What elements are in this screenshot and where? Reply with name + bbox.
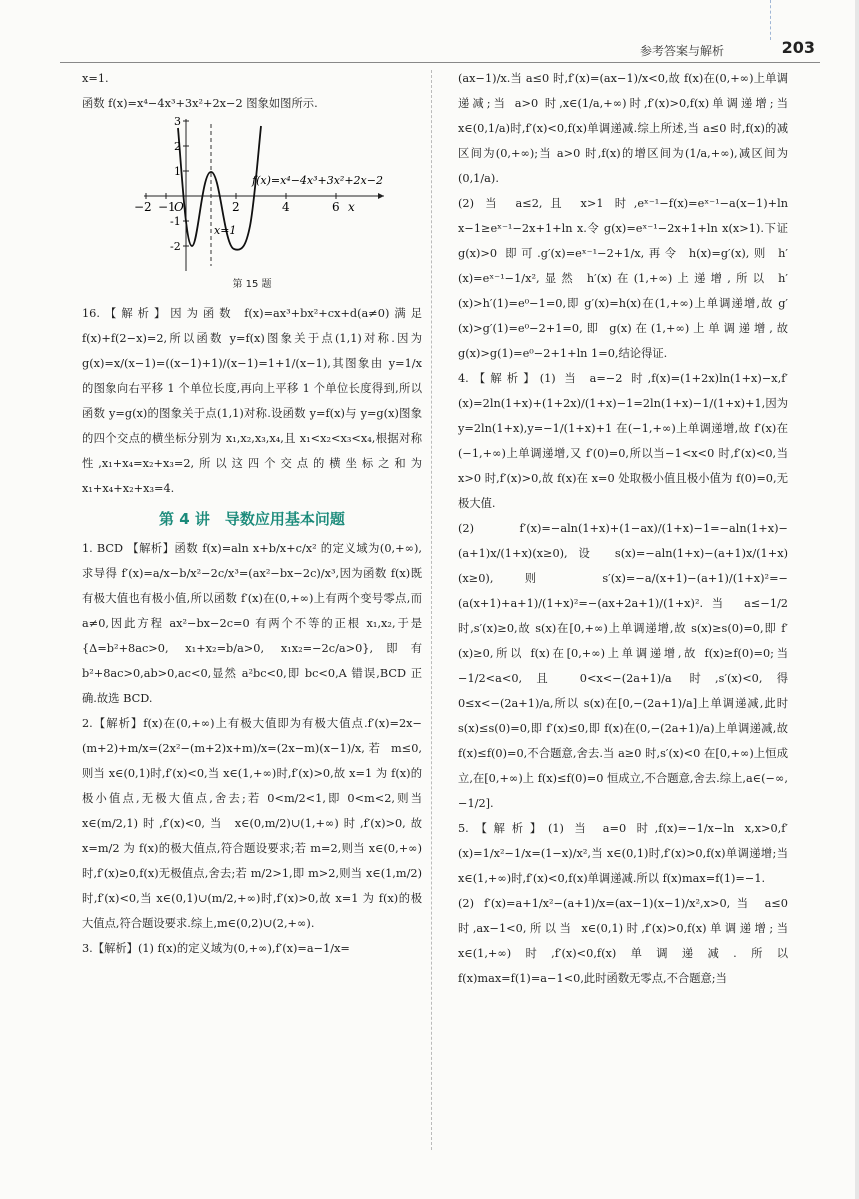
answer-text: x=1. [82,72,109,85]
answer-4-part2: (2) f′(x)=−aln(1+x)+(1−ax)/(1+x)−1=−aln(1+x)−(a+1)x/(1+x)(x≥0),设 s(x)=−aln(1+x)−(a+1)x/(1+x)(x≥0),则 s′(x)=−a/(x+1)−(a+1)/(1+x)²=−(a(x+1)+a+1)/(1+x)²=−(ax+2a+1)/(1+x)².当 a≤−1/2 时,s′(x)≥0,故 s(x)在[0,+∞)上单调递增,故 s(x)≥s(0)=0,即 f′(x)≥0,所以 f(x)在[0,+∞)上单调递增,故 f(x)≥f(0)=0;当−1/2<a<0,且 0<x<−(2a+1)/a 时,s′(x)<0,得 0≤x<−(2a+1)/a,所以 s(x)在[0,−(2a+1)/a]上单调递减,此时 s(x)≤s(0)=0,即 f′(x)≤0,即 f(x)在(0,−(2a+1)/a)上单调递减,故 f(x)≤f(0)=0,不合题意,舍去.当 a≥0 时,s′(x)<0 在[0,+∞)上恒成立,在[0,+∞)上 f(x)≤f(0)=0 恒成立,不合题意,舍去.综上,a∈(−∞,−1/2]. [458,522,788,810]
answer-5-part2: (2) f′(x)=a+1/x²−(a+1)/x=(ax−1)(x−1)/x²,x>0,当 a≤0 时,ax−1<0,所以当 x∈(0,1)时,f′(x)>0,f(x)单调递增;当 x∈(1,+∞)时,f′(x)<0,f(x)单调递减.所以 f(x)max=f(1)=a−1<0,此时函数无零点,不合题意;当 [458,897,788,985]
symmetry-line-label: x=1 [214,224,237,237]
x-tick-label: −1 [158,200,176,214]
left-column [82,66,422,961]
section-title: 第 4 讲 导数应用基本问题 [159,510,345,528]
column-divider [431,70,432,1150]
origin-label: O [174,200,184,214]
running-title: 参考答案与解析 [640,44,725,58]
right-column [458,66,788,991]
y-tick-label: -1 [170,215,181,228]
function-graph [134,116,394,276]
figure-caption: 第 15 题 [232,279,272,290]
answer-4: 4.【解析】(1) 当 a=−2 时,f(x)=(1+2x)ln(1+x)−x,f′(x)=2ln(1+x)+(1+2x)/(1+x)−1=2ln(1+x)−1/(1+x)+1,因为 y=2ln(1+x),y=−1/(1+x)+1 在(−1,+∞)上单调递增,故 f′(x)在(−1,+∞)上单调递增,又 f′(0)=0,所以当−1<x<0 时,f′(x)<0,当 x>0 时,f′(x)>0,故 f(x)在 x=0 处取极小值且极小值为 f(0)=0,无极大值. [458,372,788,510]
page-number: 203 [781,38,815,57]
x-axis-label: x [348,200,355,214]
header-rule [60,62,820,63]
answer-16: 16.【解析】因为函数 f(x)=ax³+bx²+cx+d(a≠0)满足 f(x)+f(2−x)=2,所以函数 y=f(x)图象关于点(1,1)对称.因为 g(x)=x/(x−1)=((x−1)+1)/(x−1)=1+1/(x−1),其图象由 y=1/x 的图象向右平移 1 个单位长度,再向上平移 1 个单位长度得到,所以函数 y=g(x)的图象关于点(1,1)对称.设函数 y=f(x)与 y=g(x)图象的四个交点的横坐标分别为 x₁,x₂,x₃,x₄,且 x₁<x₂<x₃<x₄,根据对称性,x₁+x₄=x₂+x₃=2,所以这四个交点的横坐标之和为 x₁+x₄+x₂+x₃=4. [82,307,422,495]
x-tick-label: −2 [134,200,152,214]
page-header [640,38,815,62]
edge-line [770,0,772,40]
answer-3-cont: (ax−1)/x.当 a≤0 时,f′(x)=(ax−1)/x<0,故 f(x)在(0,+∞)上单调递减;当 a>0 时,x∈(1/a,+∞)时,f′(x)>0,f(x)单调递增;当 x∈(0,1/a)时,f′(x)<0,f(x)单调递减.综上所述,当 a≤0 时,f(x)的减区间为(0,+∞);当 a>0 时,f(x)的增区间为(1/a,+∞),减区间为(0,1/a). [458,72,788,185]
x-tick-label: 6 [332,200,340,214]
x-axis-arrow [378,193,384,199]
y-tick-label: 1 [174,165,181,178]
answer-2: 2.【解析】f(x)在(0,+∞)上有极大值即为有极大值点.f′(x)=2x−(m+2)+m/x=(2x²−(m+2)x+m)/x=(2x−m)(x−1)/x,若 m≤0,则当 x∈(0,1)时,f′(x)<0,当 x∈(1,+∞)时,f′(x)>0,故 x=1 为 f(x)的极小值点,无极大值点,舍去;若 0<m/2<1,即 0<m<2,则当 x∈(m/2,1)时,f′(x)<0,当 x∈(0,m/2)∪(1,+∞)时,f′(x)>0,故 x=m/2 为 f(x)的极大值点,符合题设要求;若 m=2,则当 x∈(0,+∞)时,f′(x)≥0,f(x)无极值点,舍去;若 m/2>1,即 m>2,则当 x∈(1,m/2)时,f′(x)<0,当 x∈(0,1)∪(m/2,+∞)时,f′(x)>0,故 x=1 为 f(x)的极大值点,符合题设要求.综上,m∈(0,2)∪(2,+∞). [82,717,422,930]
answer-text: 函数 f(x)=x⁴−4x³+3x²+2x−2 图象如图所示. [82,97,318,110]
graph-svg [134,116,394,276]
answer-3: 3.【解析】(1) f(x)的定义域为(0,+∞),f′(x)=a−1/x= [82,942,350,955]
curve-label: f(x)=x⁴−4x³+3x²+2x−2 [252,174,383,187]
answer-3-part2: (2) 当 a≤2,且 x>1 时,eˣ⁻¹−f(x)=eˣ⁻¹−a(x−1)+ln x−1≥eˣ⁻¹−2x+1+ln x.令 g(x)=eˣ⁻¹−2x+1+ln x(x>1).下证 g(x)>0 即可.g′(x)=eˣ⁻¹−2+1/x,再令 h(x)=g′(x),则 h′(x)=eˣ⁻¹−1/x²,显然 h′(x)在(1,+∞)上递增,所以 h′(x)>h′(1)=e⁰−1=0,即 g′(x)=h(x)在(1,+∞)上单调递增,故 g′(x)>g′(1)=e⁰−2+1=0,即 g(x)在(1,+∞)上单调递增,故 g(x)>g(1)=e⁰−2+1+ln 1=0,结论得证. [458,197,788,360]
answer-1: 1. BCD 【解析】函数 f(x)=aln x+b/x+c/x² 的定义域为(0,+∞),求导得 f′(x)=a/x−b/x²−2c/x³=(ax²−bx−2c)/x³,因为函数 f(x)既有极大值也有极小值,所以函数 f′(x)在(0,+∞)上有两个变号零点,而 a≠0,因此方程 ax²−bx−2c=0 有两个不等的正根 x₁,x₂,于是{Δ=b²+8ac>0, x₁+x₂=b/a>0, x₁x₂=−2c/a>0},即有 b²+8ac>0,ab>0,ac<0,显然 a²bc<0,即 bc<0,A 错误,BCD 正确.故选 BCD. [82,542,422,705]
page-edge [855,0,859,1199]
answer-5: 5.【解析】(1) 当 a=0 时,f(x)=−1/x−ln x,x>0,f′(x)=1/x²−1/x=(1−x)/x²,当 x∈(0,1)时,f′(x)>0,f(x)单调递增;当 x∈(1,+∞)时,f′(x)<0,f(x)单调递减.所以 f(x)max=f(1)=−1. [458,822,788,885]
y-tick-label: -2 [170,240,181,253]
y-tick-label: 3 [174,116,181,128]
x-tick-label: 4 [282,200,290,214]
x-tick-label: 2 [232,200,240,214]
y-tick-label: 2 [174,140,181,153]
